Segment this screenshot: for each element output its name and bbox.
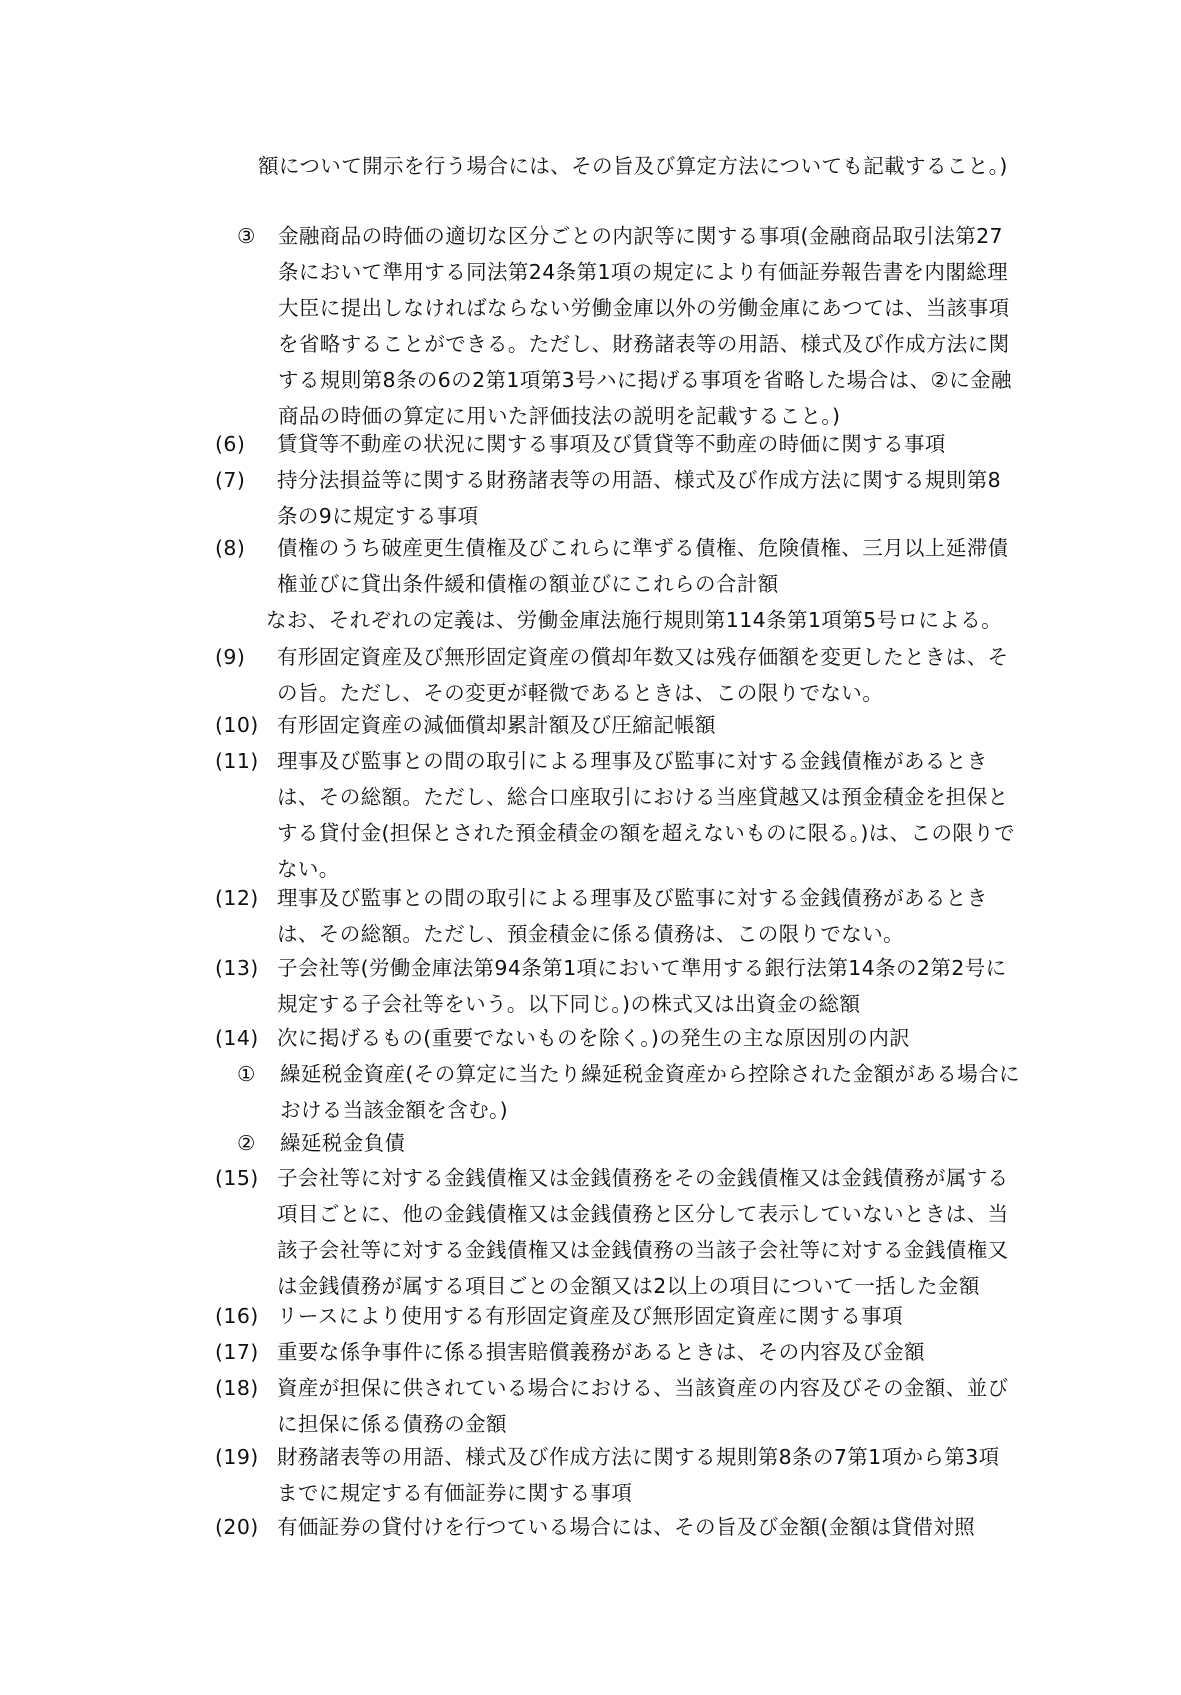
sub-item-2: [237, 1125, 1026, 1161]
list-item-17: [215, 1334, 1020, 1370]
item-text: 有形固定資産及び無形固定資産の償却年数又は残存価額を変更したときは、その旨。ただし、その変更が軽微であるときは、この限りでない。: [277, 645, 1009, 705]
item-number: (12): [215, 886, 259, 910]
list-item-13: [215, 950, 1020, 1022]
sub-item-3: [237, 218, 1020, 434]
list-item-8: [215, 530, 1020, 602]
item-number: (15): [215, 1166, 259, 1190]
item-number: ②: [237, 1131, 256, 1155]
list-item-6: [215, 426, 1020, 462]
list-item-15: [215, 1160, 1020, 1304]
item-number: (10): [215, 713, 259, 737]
list-item-18: [215, 1370, 1020, 1442]
item-text: 有形固定資産の減価償却累計額及び圧縮記帳額: [277, 713, 716, 737]
item-text: 理事及び監事との間の取引による理事及び監事に対する金銭債務があるときは、その総額。ただし、預金積金に係る債務は、この限りでない。: [277, 886, 988, 946]
item-text: 子会社等に対する金銭債権又は金銭債務をその金銭債権又は金銭債務が属する項目ごとに、他の金銭債権又は金銭債務と区分して表示していないときは、当該子会社等に対する金銭債権又は金銭債務の当該子会社等に対する金銭債権又は金銭債務が属する項目ごとの金額又は2以上の項目について一括した金額: [277, 1166, 1009, 1298]
item-text: 資産が担保に供されている場合における、当該資産の内容及びその金額、並びに担保に係る債務の金額: [277, 1376, 1009, 1436]
list-item-9: [215, 639, 1020, 711]
list-item-12: [215, 880, 1020, 952]
item-text: 繰延税金資産(その算定に当たり繰延税金資産から控除された金額がある場合における当該金額を含む。): [280, 1062, 1020, 1122]
item-text: 財務諸表等の用語、様式及び作成方法に関する規則第8条の7第1項から第3項までに規定する有価証券に関する事項: [277, 1445, 1000, 1505]
list-item-14: [215, 1020, 1020, 1056]
list-item-11: [215, 743, 1020, 887]
item-number: (9): [215, 645, 246, 669]
item-number: ③: [237, 224, 256, 248]
item-text: 賃貸等不動産の状況に関する事項及び賃貸等不動産の時価に関する事項: [277, 432, 946, 456]
item-text: 繰延税金負債: [280, 1131, 406, 1155]
item-text: 理事及び監事との間の取引による理事及び監事に対する金銭債権があるときは、その総額。ただし、総合口座取引における当座貸越又は預金積金を担保とする貸付金(担保とされた預金積金の額を超えないものに限る。)は、この限りでない。: [277, 749, 1016, 881]
item-text: 金融商品の時価の適切な区分ごとの内訳等に関する事項(金融商品取引法第27条において準用する同法第24条第1項の規定により有価証券報告書を内閣総理大臣に提出しなければならない労働金庫以外の労働金庫にあつては、当該事項を省略することができる。ただし、財務諸表等の用語、様式及び作成方法に関する規則第8条の6の2第1項第3号ハに掲げる事項を省略した場合は、②に金融商品の時価の算定に用いた評価技法の説明を記載すること。): [278, 224, 1012, 428]
item-number: (20): [215, 1515, 259, 1539]
item-number: (13): [215, 956, 259, 980]
item-text: 重要な係争事件に係る損害賠償義務があるときは、その内容及び金額: [277, 1340, 925, 1364]
item-number: (17): [215, 1340, 259, 1364]
item-text: 持分法損益等に関する財務諸表等の用語、様式及び作成方法に関する規則第8条の9に規定する事項: [277, 468, 1002, 528]
sub-item-1: [237, 1056, 1026, 1128]
item-number: ①: [237, 1062, 256, 1086]
item-number: (6): [215, 432, 246, 456]
item-number: (11): [215, 749, 259, 773]
item-text: 有価証券の貸付けを行つている場合には、その旨及び金額(金額は貸借対照: [277, 1515, 976, 1539]
continuation-text: [258, 148, 1020, 184]
item-text: 債権のうち破産更生債権及びこれらに準ずる債権、危険債権、三月以上延滞債権並びに貸出条件緩和債権の額並びにこれらの合計額: [277, 536, 1009, 596]
list-item-19: [215, 1439, 1020, 1511]
item-number: (16): [215, 1304, 259, 1328]
list-item-10: [215, 707, 1020, 743]
item-text: 額について開示を行う場合には、その旨及び算定方法についても記載すること。): [258, 154, 1008, 178]
item-text: 子会社等(労働金庫法第94条第1項において準用する銀行法第14条の2第2号に規定する子会社等をいう。以下同じ。)の株式又は出資金の総額: [277, 956, 1007, 1016]
list-item-20: [215, 1509, 1020, 1545]
item-number: (19): [215, 1445, 259, 1469]
list-item-8-note: [266, 602, 1026, 638]
list-item-7: [215, 462, 1020, 534]
item-number: (18): [215, 1376, 259, 1400]
item-number: (7): [215, 468, 246, 492]
item-number: (14): [215, 1026, 259, 1050]
item-number: (8): [215, 536, 246, 560]
item-text: リースにより使用する有形固定資産及び無形固定資産に関する事項: [277, 1304, 903, 1328]
list-item-16: [215, 1298, 1020, 1334]
item-text: 次に掲げるもの(重要でないものを除く。)の発生の主な原因別の内訳: [277, 1026, 911, 1050]
item-text: なお、それぞれの定義は、労働金庫法施行規則第114条第1項第5号ロによる。: [266, 608, 1003, 632]
